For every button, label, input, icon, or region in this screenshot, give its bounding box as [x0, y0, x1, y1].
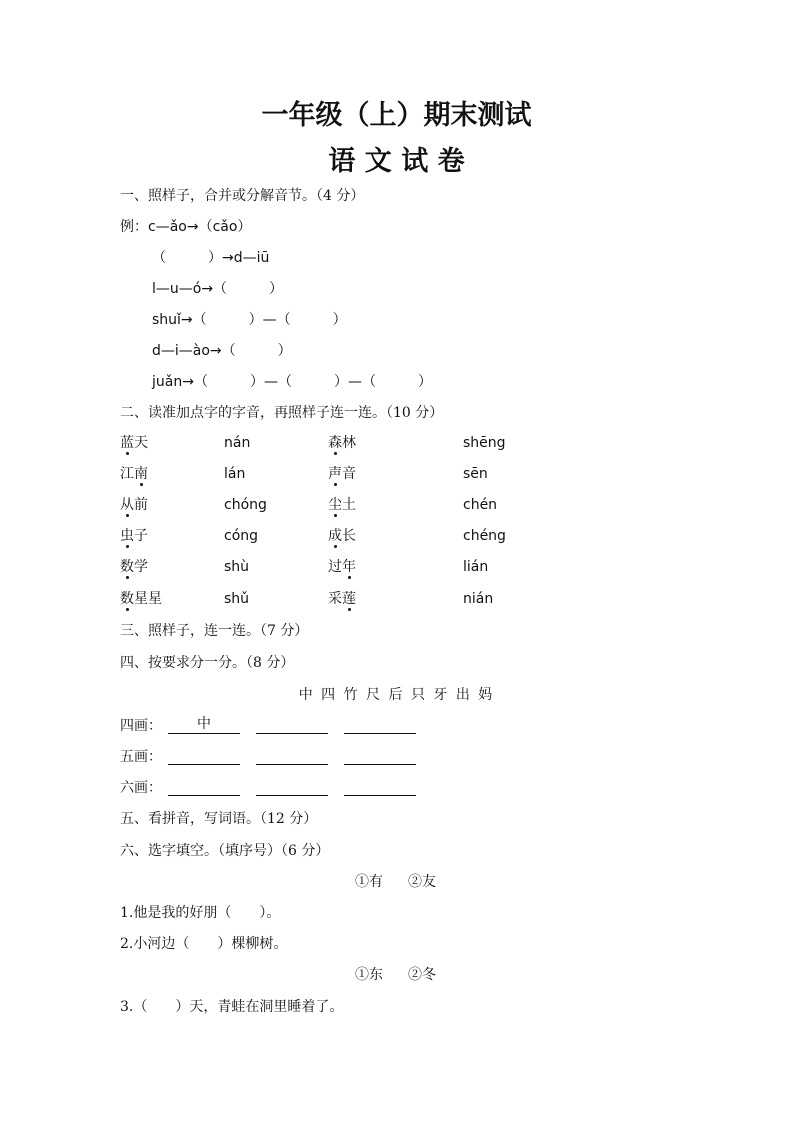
match-word	[328, 467, 356, 481]
filled-answer: 中	[197, 716, 211, 732]
dotted-char: 声	[328, 466, 342, 482]
match-pinyin: sēn	[463, 466, 488, 482]
dotted-char: 数	[120, 591, 134, 607]
match-word	[120, 529, 148, 543]
answer-blank[interactable]	[168, 717, 240, 734]
word-start: 采	[328, 591, 342, 607]
character-list: 中 四 竹 尺 后 只 牙 出 妈	[298, 687, 495, 703]
dotted-char: 虫	[120, 528, 134, 544]
option-choice: ①有	[355, 874, 383, 890]
answer-blank[interactable]	[256, 717, 328, 734]
match-word	[328, 529, 356, 543]
word-start: 江	[120, 466, 134, 482]
match-pinyin: lán	[224, 466, 246, 482]
dotted-char: 成	[328, 528, 342, 544]
match-word	[120, 498, 148, 512]
syllable-item: d—i—ào→（ ）	[152, 343, 292, 359]
section-2-heading: 二、读准加点字的字音，再照样子连一连。（10 分）	[120, 405, 444, 421]
answer-blank[interactable]	[168, 748, 240, 765]
match-pinyin: shēng	[463, 435, 506, 451]
dotted-char: 森	[328, 435, 342, 451]
section-1-heading: 一、照样子，合并或分解音节。（4 分）	[120, 188, 365, 204]
match-pinyin: chóng	[224, 497, 267, 513]
answer-blank[interactable]	[256, 748, 328, 765]
answer-blank[interactable]	[344, 717, 416, 734]
word-rest: 音	[342, 466, 356, 482]
section-3-heading: 三、照样子，连一连。（7 分）	[120, 623, 309, 639]
match-pinyin: shǔ	[224, 591, 250, 607]
example-label: 例：	[120, 219, 148, 235]
match-word	[328, 436, 356, 450]
word-start: 过	[328, 559, 342, 575]
match-word	[120, 592, 162, 606]
stroke-label: 六画：	[120, 780, 162, 796]
match-word	[328, 592, 356, 606]
syllable-item: shuǐ→（ ）—（ ）	[152, 312, 347, 328]
word-rest: 星星	[134, 591, 162, 607]
answer-blank[interactable]	[168, 779, 240, 796]
option-choice: ②友	[408, 874, 436, 890]
match-pinyin: shù	[224, 559, 250, 575]
dotted-char: 数	[120, 559, 134, 575]
syllable-item: l—u—ó→（ ）	[152, 281, 284, 297]
match-word	[120, 560, 148, 574]
word-rest: 学	[134, 559, 148, 575]
dotted-char: 年	[342, 559, 356, 575]
dotted-char: 南	[134, 466, 148, 482]
word-rest: 天	[134, 435, 148, 451]
example-syllable: c—ǎo→（cǎo）	[148, 219, 252, 235]
match-pinyin: chéng	[463, 528, 506, 544]
word-rest: 前	[134, 497, 148, 513]
match-word	[120, 436, 148, 450]
answer-blank[interactable]	[344, 748, 416, 765]
word-rest: 子	[134, 528, 148, 544]
answer-blank[interactable]	[344, 779, 416, 796]
match-pinyin: nián	[463, 591, 494, 607]
section-6-heading: 六、选字填空。（填序号）（6 分）	[120, 843, 330, 859]
match-pinyin: chén	[463, 497, 498, 513]
option-choice: ①东	[355, 967, 383, 983]
dotted-char: 从	[120, 497, 134, 513]
page-title: 一年级（上）期末测试	[261, 100, 532, 131]
match-word	[328, 498, 356, 512]
word-rest: 长	[342, 528, 356, 544]
match-word	[120, 467, 148, 481]
stroke-label: 五画：	[120, 749, 162, 765]
word-rest: 土	[342, 497, 356, 513]
word-rest: 林	[342, 435, 356, 451]
fill-question: 2.小河边（ ）棵柳树。	[120, 936, 288, 952]
fill-question: 1.他是我的好朋（ ）。	[120, 905, 281, 921]
section-5-heading: 五、看拼音，写词语。（12 分）	[120, 811, 318, 827]
example-line	[120, 220, 251, 234]
option-choice: ②冬	[408, 967, 436, 983]
dotted-char: 蓝	[120, 435, 134, 451]
match-pinyin: lián	[463, 559, 489, 575]
match-pinyin: cóng	[224, 528, 259, 544]
page-subtitle: 语 文 试 卷	[328, 146, 465, 177]
dotted-char: 莲	[342, 591, 356, 607]
dotted-char: 尘	[328, 497, 342, 513]
match-word	[328, 560, 356, 574]
fill-question: 3.（ ）天，青蛙在洞里睡着了。	[120, 999, 344, 1015]
match-pinyin: nán	[224, 435, 251, 451]
syllable-item: juǎn→（ ）—（ ）—（ ）	[152, 374, 432, 390]
stroke-label: 四画：	[120, 718, 162, 734]
section-4-heading: 四、按要求分一分。（8 分）	[120, 655, 295, 671]
answer-blank[interactable]	[256, 779, 328, 796]
syllable-item: （ ）→d—iū	[152, 250, 270, 266]
